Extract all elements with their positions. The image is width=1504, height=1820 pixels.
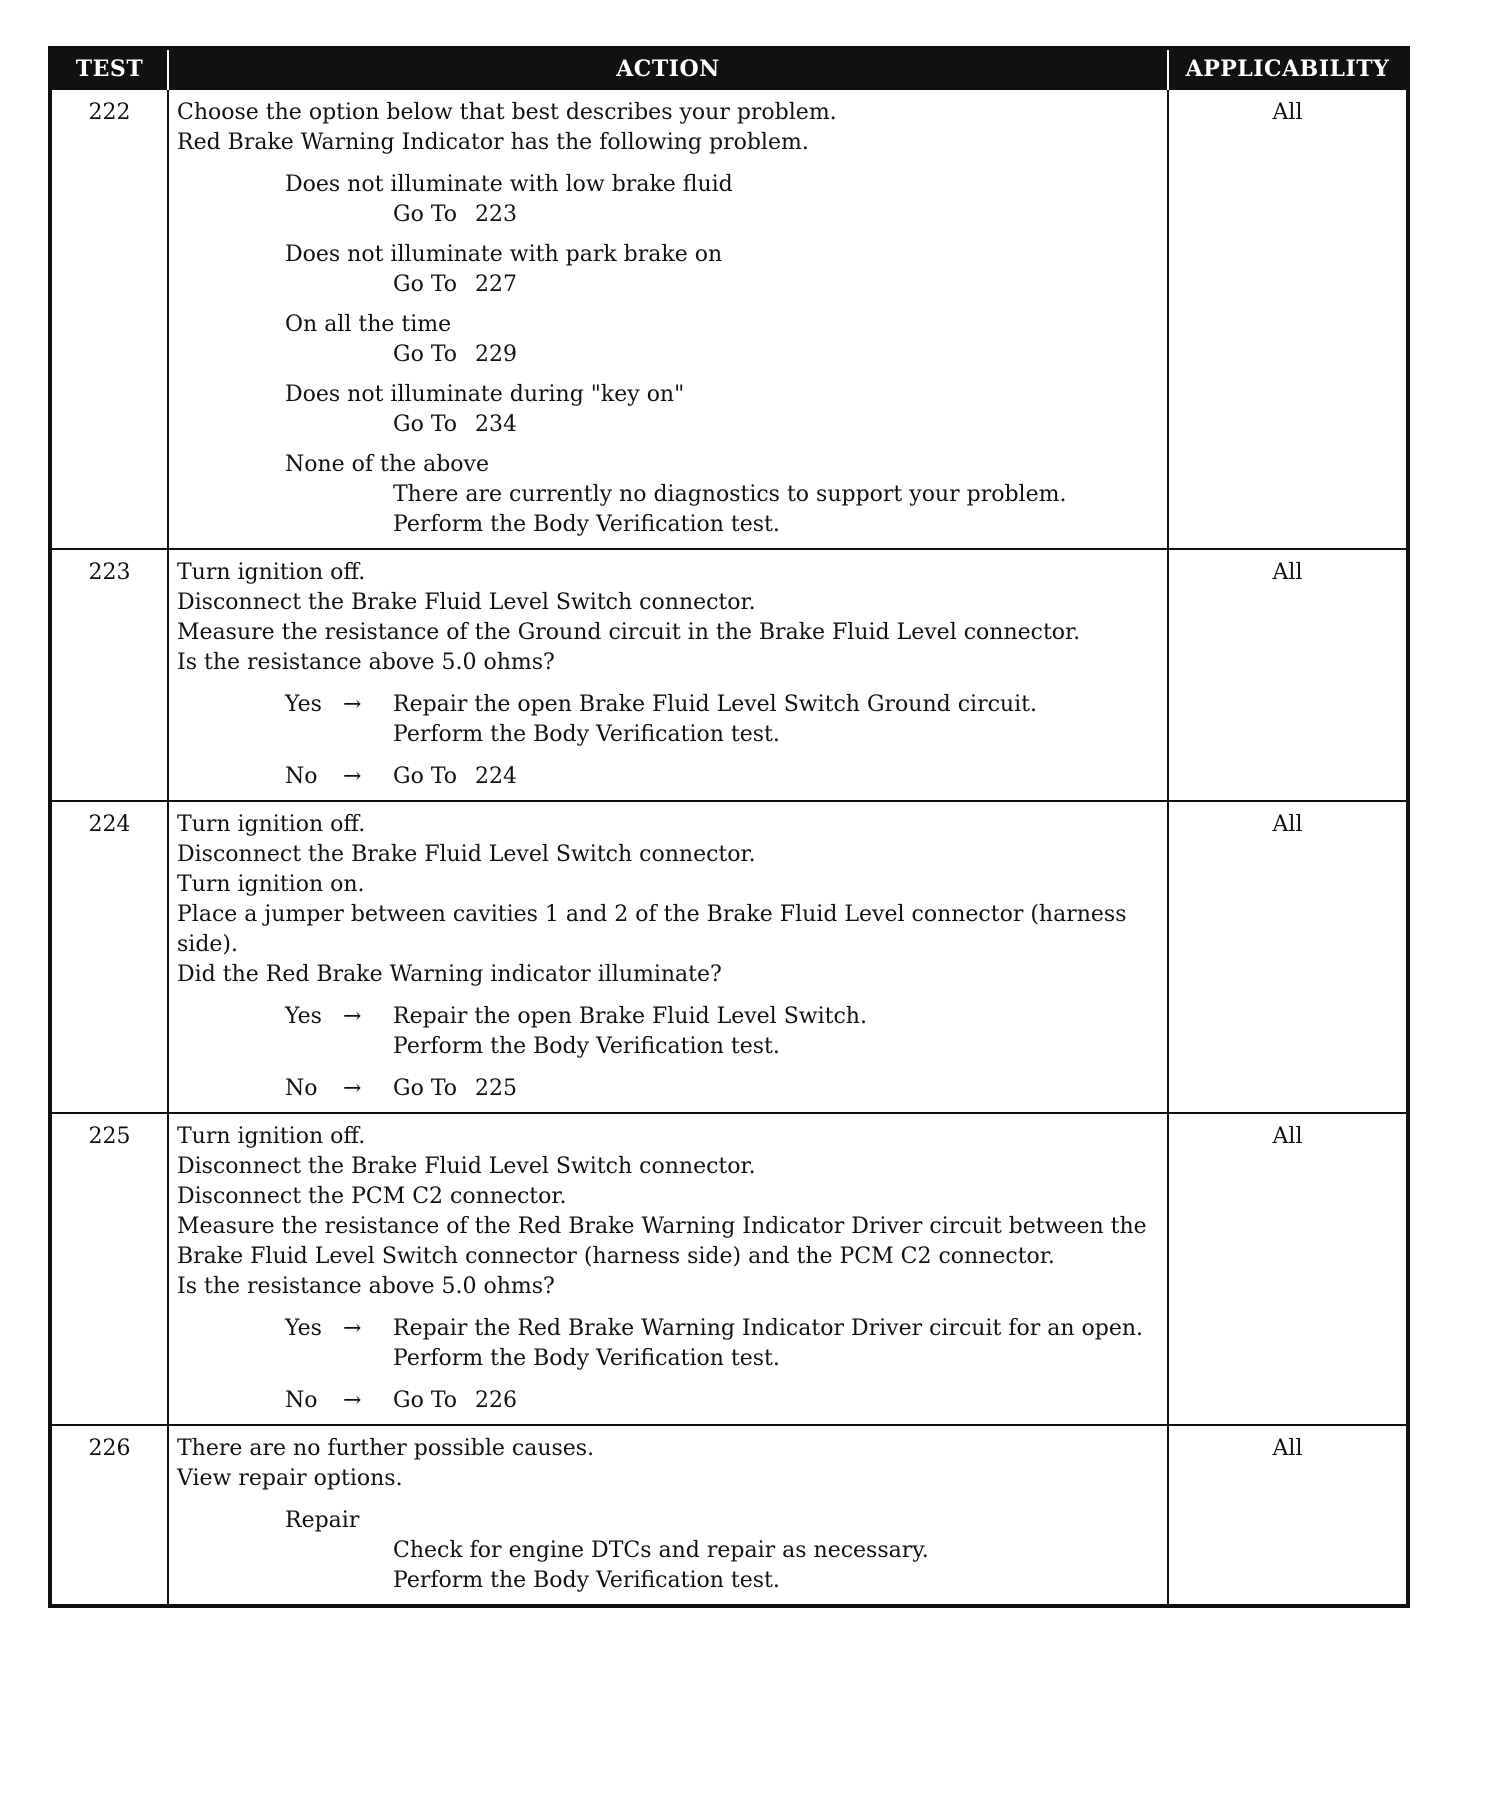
no-goto: Go To 224 <box>393 764 518 789</box>
option-label: Does not illuminate with low brake fluid <box>285 172 733 197</box>
no-goto: Go To 225 <box>393 1076 518 1101</box>
arrow-icon: → <box>343 1004 362 1029</box>
action-cell <box>168 801 1168 1113</box>
action-line: Turn ignition on. <box>177 872 365 897</box>
no-goto: Go To 226 <box>393 1388 518 1413</box>
no-answer <box>285 762 1159 792</box>
arrow-icon: → <box>343 1076 362 1101</box>
applicability: All <box>1168 549 1406 801</box>
action-line: Disconnect the PCM C2 connector. <box>177 1184 567 1209</box>
repair-option <box>285 1506 1159 1596</box>
option <box>285 450 1159 540</box>
yes-result: Repair the Red Brake Warning Indicator Driver circuit for an open. <box>393 1316 1144 1341</box>
test-table <box>52 50 1406 1604</box>
option-label: None of the above <box>285 452 489 477</box>
option <box>285 240 1159 300</box>
test-number: 223 <box>52 549 168 801</box>
applicability: All <box>1168 1425 1406 1604</box>
option-goto: Go To 234 <box>393 412 518 437</box>
no-label: No <box>285 1388 318 1413</box>
action-line: There are no further possible causes. <box>177 1436 595 1461</box>
action-line: Turn ignition off. <box>177 812 366 837</box>
yes-label: Yes <box>285 692 322 717</box>
arrow-icon: → <box>343 692 362 717</box>
no-label: No <box>285 1076 318 1101</box>
option-label: Does not illuminate with park brake on <box>285 242 723 267</box>
action-line: Measure the resistance of the Ground circuit in the Brake Fluid Level connector. <box>177 620 1081 645</box>
arrow-icon: → <box>343 764 362 789</box>
table-row-226 <box>52 1425 1406 1604</box>
action-cell <box>168 89 1168 549</box>
option-goto: Go To 229 <box>393 342 518 367</box>
no-answer <box>285 1074 1159 1104</box>
applicability: All <box>1168 801 1406 1113</box>
yes-answer <box>285 690 1159 750</box>
header-test: TEST <box>52 50 168 89</box>
arrow-icon: → <box>343 1388 362 1413</box>
action-cell <box>168 1425 1168 1604</box>
option-note: Perform the Body Verification test. <box>393 512 780 537</box>
action-line: Red Brake Warning Indicator has the following problem. <box>177 130 809 155</box>
yes-result: Repair the open Brake Fluid Level Switch. <box>393 1004 867 1029</box>
applicability: All <box>1168 89 1406 549</box>
arrow-icon: → <box>343 1316 362 1341</box>
table-row-223 <box>52 549 1406 801</box>
yes-answer <box>285 1002 1159 1062</box>
test-number: 226 <box>52 1425 168 1604</box>
action-line: Disconnect the Brake Fluid Level Switch connector. <box>177 842 756 867</box>
repair-note: Check for engine DTCs and repair as necessary. <box>393 1538 929 1563</box>
action-line: Turn ignition off. <box>177 560 366 585</box>
option <box>285 310 1159 370</box>
action-line: Did the Red Brake Warning indicator illuminate? <box>177 962 722 987</box>
action-line: Is the resistance above 5.0 ohms? <box>177 1274 555 1299</box>
no-label: No <box>285 764 318 789</box>
option <box>285 170 1159 230</box>
header-row <box>52 50 1406 89</box>
yes-result: Perform the Body Verification test. <box>393 1034 780 1059</box>
yes-label: Yes <box>285 1316 322 1341</box>
action-line: Disconnect the Brake Fluid Level Switch connector. <box>177 590 756 615</box>
yes-result: Perform the Body Verification test. <box>393 1346 780 1371</box>
table-row-225 <box>52 1113 1406 1425</box>
action-line: Disconnect the Brake Fluid Level Switch connector. <box>177 1154 756 1179</box>
action-line: Choose the option below that best describes your problem. <box>177 100 837 125</box>
diagnostic-test-table <box>48 46 1410 1608</box>
action-line: Measure the resistance of the Red Brake Warning Indicator Driver circuit between the Brake Fluid Level Switch connector (harness side) and the PCM C2 connector. <box>177 1214 1147 1269</box>
table-row-224 <box>52 801 1406 1113</box>
yes-label: Yes <box>285 1004 322 1029</box>
option <box>285 380 1159 440</box>
action-line: Is the resistance above 5.0 ohms? <box>177 650 555 675</box>
test-number: 222 <box>52 89 168 549</box>
option-label: Does not illuminate during "key on" <box>285 382 685 407</box>
repair-label: Repair <box>285 1508 360 1533</box>
action-cell <box>168 1113 1168 1425</box>
option-note: There are currently no diagnostics to support your problem. <box>393 482 1067 507</box>
yes-result: Repair the open Brake Fluid Level Switch Ground circuit. <box>393 692 1037 717</box>
header-applicability: APPLICABILITY <box>1168 50 1406 89</box>
yes-result: Perform the Body Verification test. <box>393 722 780 747</box>
action-cell <box>168 549 1168 801</box>
option-goto: Go To 227 <box>393 272 518 297</box>
test-number: 225 <box>52 1113 168 1425</box>
option-label: On all the time <box>285 312 452 337</box>
yes-answer <box>285 1314 1159 1374</box>
header-action: ACTION <box>168 50 1168 89</box>
repair-note: Perform the Body Verification test. <box>393 1568 780 1593</box>
no-answer <box>285 1386 1159 1416</box>
table-row-222 <box>52 89 1406 549</box>
action-line: Turn ignition off. <box>177 1124 366 1149</box>
applicability: All <box>1168 1113 1406 1425</box>
action-line: Place a jumper between cavities 1 and 2 of the Brake Fluid Level connector (harness side). <box>177 902 1127 957</box>
option-goto: Go To 223 <box>393 202 518 227</box>
action-line: View repair options. <box>177 1466 403 1491</box>
test-number: 224 <box>52 801 168 1113</box>
